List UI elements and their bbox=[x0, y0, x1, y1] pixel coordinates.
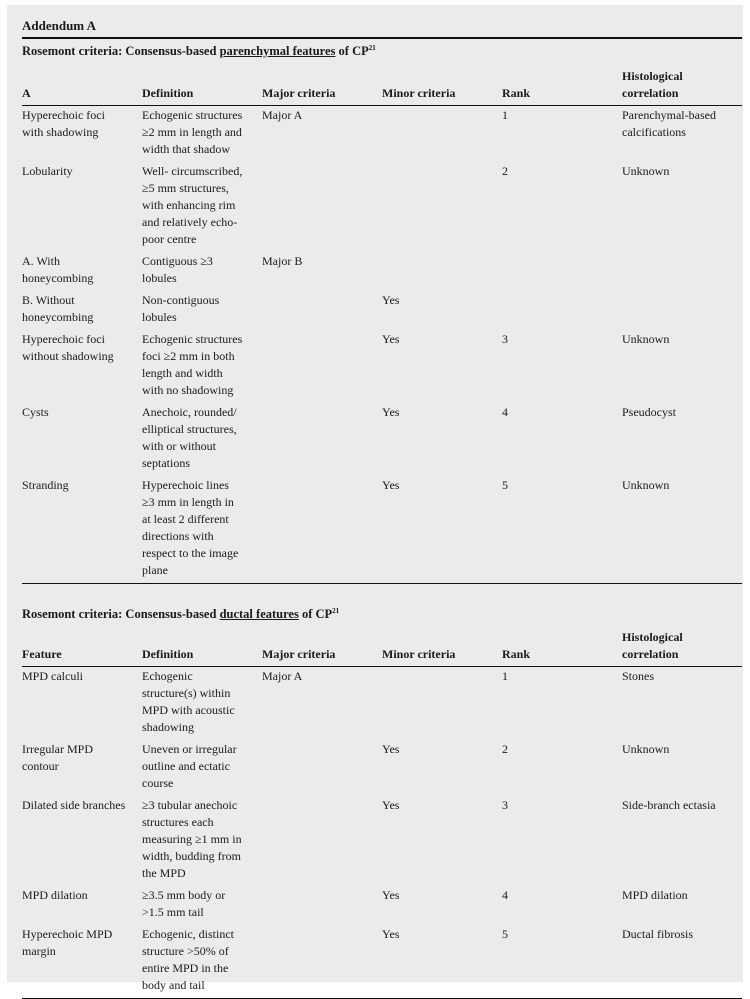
table-cell bbox=[262, 476, 382, 583]
caption-reference: 21 bbox=[368, 44, 376, 52]
table-cell: Unknown bbox=[622, 332, 670, 346]
criteria-table bbox=[22, 625, 742, 998]
column-header: Minor criteria bbox=[382, 647, 456, 661]
table-cell: Yes bbox=[382, 798, 400, 812]
table-cell bbox=[622, 252, 742, 291]
table-cell: Ductal fibrosis bbox=[622, 927, 693, 941]
caption-underlined: ductal features bbox=[219, 607, 299, 621]
criteria-table bbox=[22, 62, 742, 583]
title-rule bbox=[22, 37, 742, 39]
table-cell: ≥3.5 mm body or >1.5 mm tail bbox=[142, 888, 226, 919]
table-cell: Yes bbox=[382, 405, 400, 419]
table-cell bbox=[262, 740, 382, 796]
table-cell: Side-branch ectasia bbox=[622, 798, 716, 812]
table-cell: Yes bbox=[382, 332, 400, 346]
caption-text: Rosemont criteria: Consensus-based bbox=[22, 44, 220, 58]
table-cell: Yes bbox=[382, 742, 400, 756]
table-cell: MPD calculi bbox=[22, 669, 83, 683]
table-cell: 1 bbox=[502, 108, 508, 122]
column-header: Major criteria bbox=[262, 86, 336, 100]
table-cell: B. Without honeycombing bbox=[22, 293, 94, 324]
caption-text: Rosemont criteria: Consensus-based bbox=[22, 607, 220, 621]
table-cell: Pseudocyst bbox=[622, 405, 676, 419]
table-cell: Yes bbox=[382, 888, 400, 902]
table-cell: Echogenic, distinct structure >50% of entire MPD in the body and tail bbox=[142, 927, 234, 992]
addendum-title: Addendum A bbox=[22, 18, 97, 33]
table-cell: MPD dilation bbox=[622, 888, 688, 902]
table-cell: Hyperechoic lines ≥3 mm in length in at least 2 different directions with respect to the image plane bbox=[142, 478, 239, 577]
table-cell: Yes bbox=[382, 293, 400, 307]
document-page bbox=[7, 5, 743, 992]
table-cell: 3 bbox=[502, 798, 508, 812]
table-cell bbox=[382, 252, 502, 291]
table-cell: 1 bbox=[502, 669, 508, 683]
table-cell: Hyperechoic foci with shadowing bbox=[22, 108, 105, 139]
table-cell: Irregular MPD contour bbox=[22, 742, 93, 773]
table-cell: Hyperechoic MPD margin bbox=[22, 927, 113, 958]
table-cell bbox=[262, 162, 382, 252]
table-row bbox=[22, 740, 742, 796]
table-cell bbox=[502, 291, 622, 330]
table-row bbox=[22, 667, 742, 741]
caption-text: of CP bbox=[298, 607, 333, 621]
table-row bbox=[22, 162, 742, 252]
table-row bbox=[22, 925, 742, 998]
table-body bbox=[22, 667, 742, 999]
table-cell: Hyperechoic foci without shadowing bbox=[22, 332, 114, 363]
table-cell: 5 bbox=[502, 478, 508, 492]
table-cell bbox=[262, 886, 382, 925]
column-header: Rank bbox=[502, 86, 531, 100]
table-cell: Echogenic structures foci ≥2 mm in both length and width with no shadowing bbox=[142, 332, 243, 397]
table-row bbox=[22, 252, 742, 291]
header-row bbox=[22, 62, 742, 106]
table-cell: Parenchymal-based calcifications bbox=[622, 108, 716, 139]
column-header: Definition bbox=[142, 647, 194, 661]
table-cell: 4 bbox=[502, 888, 508, 902]
table-cell: Cysts bbox=[22, 405, 49, 419]
table-cell: Lobularity bbox=[22, 164, 73, 178]
table-row bbox=[22, 886, 742, 925]
table-cell bbox=[262, 330, 382, 403]
table-cell: Yes bbox=[382, 927, 400, 941]
table-row bbox=[22, 796, 742, 886]
table-cell: Major A bbox=[262, 669, 303, 683]
table-cell bbox=[622, 291, 742, 330]
table-row bbox=[22, 330, 742, 403]
column-header: A bbox=[22, 86, 31, 100]
table-cell bbox=[262, 925, 382, 998]
table-cell: ≥3 tubular anechoic structures each measuring ≥1 mm in width, budding from the MPD bbox=[142, 798, 242, 880]
table-row bbox=[22, 106, 742, 163]
table-cell bbox=[382, 162, 502, 252]
table-cell: 3 bbox=[502, 332, 508, 346]
table-cell: Non-contiguous lobules bbox=[142, 293, 220, 324]
table-cell bbox=[262, 291, 382, 330]
table-cell: Major A bbox=[262, 108, 303, 122]
table-cell: Well- circumscribed, ≥5 mm structures, with enhancing rim and relatively echo- poor centre bbox=[142, 164, 243, 246]
table-cell: A. With honeycombing bbox=[22, 254, 94, 285]
table-cell: Major B bbox=[262, 254, 303, 268]
table-cell bbox=[502, 252, 622, 291]
header-row bbox=[22, 625, 742, 667]
column-header: Major criteria bbox=[262, 647, 336, 661]
column-header: Definition bbox=[142, 86, 194, 100]
table-header bbox=[22, 62, 742, 106]
table-cell: Unknown bbox=[622, 164, 670, 178]
table-cell: Dilated side branches bbox=[22, 798, 126, 812]
column-header: Rank bbox=[502, 647, 531, 661]
table-cell: 2 bbox=[502, 164, 508, 178]
table-cell: Unknown bbox=[622, 478, 670, 492]
table-row bbox=[22, 403, 742, 476]
caption-underlined: parenchymal features bbox=[219, 44, 336, 58]
table-cell: Yes bbox=[382, 478, 400, 492]
column-header: Histological correlation bbox=[622, 69, 683, 100]
table-cell: Unknown bbox=[622, 742, 670, 756]
table-body bbox=[22, 106, 742, 584]
caption-text: of CP bbox=[335, 44, 369, 58]
table-row bbox=[22, 476, 742, 583]
table-header bbox=[22, 625, 742, 667]
table-cell: Anechoic, rounded/ elliptical structures, with or without septations bbox=[142, 405, 237, 470]
table-cell: Echogenic structures ≥2 mm in length and width that shadow bbox=[142, 108, 243, 156]
table-cell bbox=[382, 667, 502, 741]
caption-reference: 21 bbox=[332, 607, 340, 615]
table-cell: 4 bbox=[502, 405, 508, 419]
table-cell: 5 bbox=[502, 927, 508, 941]
column-header: Histological correlation bbox=[622, 630, 683, 661]
table-cell: Contiguous ≥3 lobules bbox=[142, 254, 213, 285]
table-caption bbox=[22, 607, 742, 625]
table-row bbox=[22, 291, 742, 330]
table-cell: MPD dilation bbox=[22, 888, 88, 902]
table-cell: Echogenic structure(s) within MPD with acoustic shadowing bbox=[142, 669, 235, 734]
table-cell: Uneven or irregular outline and ectatic course bbox=[142, 742, 237, 790]
table-caption bbox=[22, 44, 742, 62]
column-header: Minor criteria bbox=[382, 86, 456, 100]
table-cell bbox=[382, 106, 502, 163]
table-gap bbox=[22, 584, 742, 602]
column-header: Feature bbox=[22, 647, 62, 661]
table-cell: Stones bbox=[622, 669, 655, 683]
table-cell: Stranding bbox=[22, 478, 69, 492]
table-cell: 2 bbox=[502, 742, 508, 756]
table-cell bbox=[262, 796, 382, 886]
table-cell bbox=[262, 403, 382, 476]
